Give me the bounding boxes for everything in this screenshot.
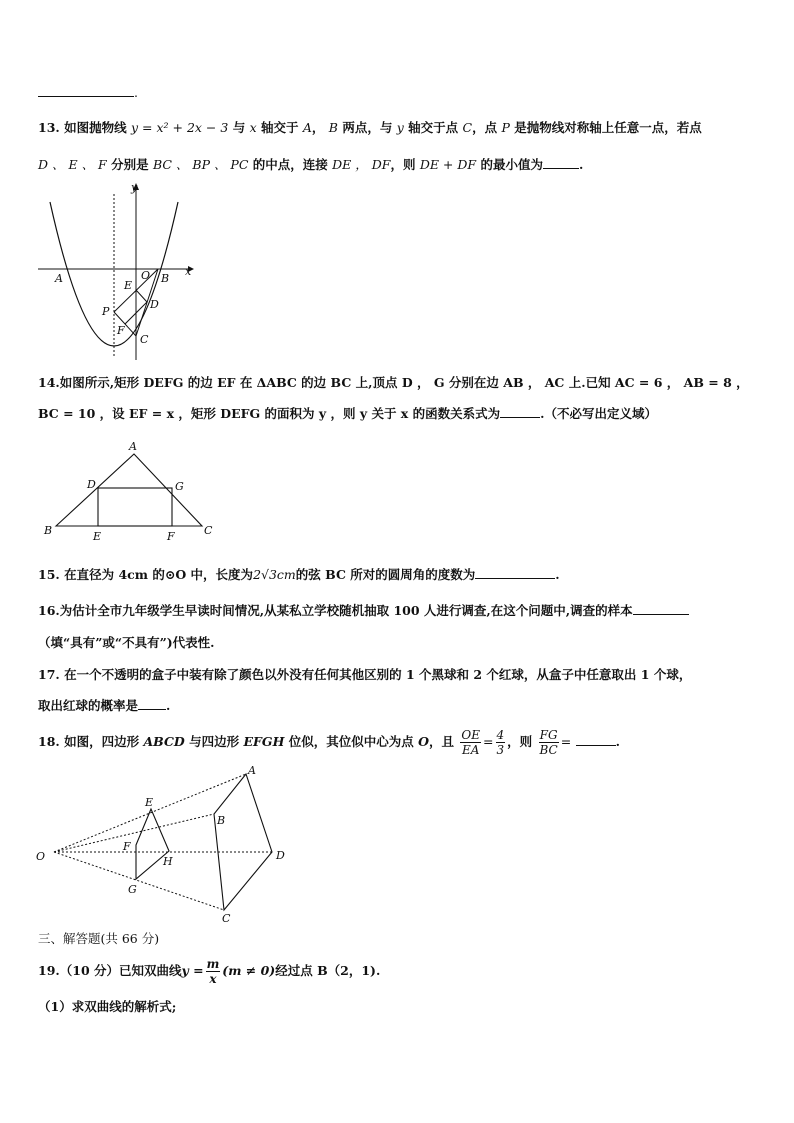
label-B: B [217,814,226,827]
q19-sub1: （1）求双曲线的解析式; [38,999,177,1014]
label-C: C [204,524,213,537]
q18-line: 18. 如图，四边形 ABCD 与四边形 EFGH 位似，其位似中心为点 O，且 $\frac{OE}{EA}$ = $\frac{4}{3}$ ，则 $\frac{FG}{BC}$ = . [38,728,620,757]
quadrilateral-ABCD [214,774,272,910]
label-H: H [163,855,173,868]
fraction-4-3: $\frac{4}{3}$ [496,728,505,757]
fraction-OE-EA: $\frac{OE}{EA}$ [461,728,481,757]
q13-line1: 13. 如图抛物线 y = x² + 2x − 3 与 x 轴交于 A， B 两点，与 y 轴交于点 C，点 P 是抛物线对称轴上任意一点，若点 [38,120,702,135]
answer-blank [633,602,689,615]
label-F: F [167,530,175,543]
label-O: O [36,850,46,863]
label-C: C [222,912,231,925]
label-D: D [276,849,285,862]
q16-line1: 16.为估计全市九年级学生早读时间情况,从某私立学校随机抽取 100 人进行调查,在这个问题中,调查的样本 [38,602,760,620]
q13-parabola-figure [36,180,206,365]
q17-line2: 取出红球的概率是 . [38,698,171,713]
label-F: F [123,840,131,853]
q18-homothety-figure [34,762,304,924]
label-x: x [185,265,192,278]
rectangle-DEFG [98,488,172,526]
label-O: O [141,269,151,282]
q14-line1: 14.如图所示,矩形 DEFG 的边 EF 在 ΔABC 的边 BC 上,顶点 D ， G 分别在边 AB ， AC 上.已知 AC = 6 ， AB = 8 ， [38,375,749,390]
answer-blank [475,566,555,579]
quadrilateral-EFGH [136,809,169,879]
q12-answer-line: . [38,84,760,102]
label-D: D [87,478,96,491]
answer-blank [138,697,166,710]
label-E: E [93,530,102,543]
q19-line: 19.（10 分）已知双曲线y = $\frac{m}{x}$ (m ≠ 0)经过点 B（2，1). [38,957,381,986]
label-G: G [128,883,137,896]
answer-blank [38,84,134,97]
fraction-FG-BC: $\frac{FG}{BC}$ [539,728,558,757]
q14-line2: BC = 10 ，设 EF = x ，矩形 DEFG 的面积为 y ，则 y 关于 x 的函数关系式为 .（不必写出定义域） [38,406,657,421]
ray-OC [54,852,224,910]
label-D: D [150,298,159,311]
label-E: E [124,279,133,292]
q17-line1: 17. 在一个不透明的盒子中装有除了颜色以外没有任何其他区别的 1 个黑球和 2 个红球，从盒子中任意取出 1 个球， [38,667,692,682]
label-A: A [55,272,63,285]
label-B: B [161,272,170,285]
label-B: B [44,524,53,537]
section-heading: 三、解答题(共 66 分) [38,931,160,946]
q15-line: 15. 在直径为 4cm 的⊙O 中，长度为2√3cm的弦 BC 所对的圆周角的度数为 . [38,567,560,582]
answer-blank [543,156,579,169]
label-P: P [102,305,110,318]
ray-OB [54,814,214,852]
q16-line2: （填“具有”或“不具有”)代表性. [38,635,215,650]
fraction-m-x: $\frac{m}{x}$ [206,957,220,986]
q13-line2: D 、 E 、 F 分别是 BC 、 BP 、 PC 的中点，连接 DE ， DF，则 DE + DF 的最小值为 . [38,157,584,172]
answer-blank [500,405,540,418]
answer-blank [576,733,616,746]
label-C: C [140,333,149,346]
label-y: y [131,181,138,194]
label-E: E [145,796,154,809]
label-G: G [175,480,184,493]
q14-triangle-figure [40,440,220,545]
label-A: A [248,764,256,777]
label-F: F [117,324,125,337]
segment-DE [136,290,147,302]
label-A: A [129,440,137,453]
